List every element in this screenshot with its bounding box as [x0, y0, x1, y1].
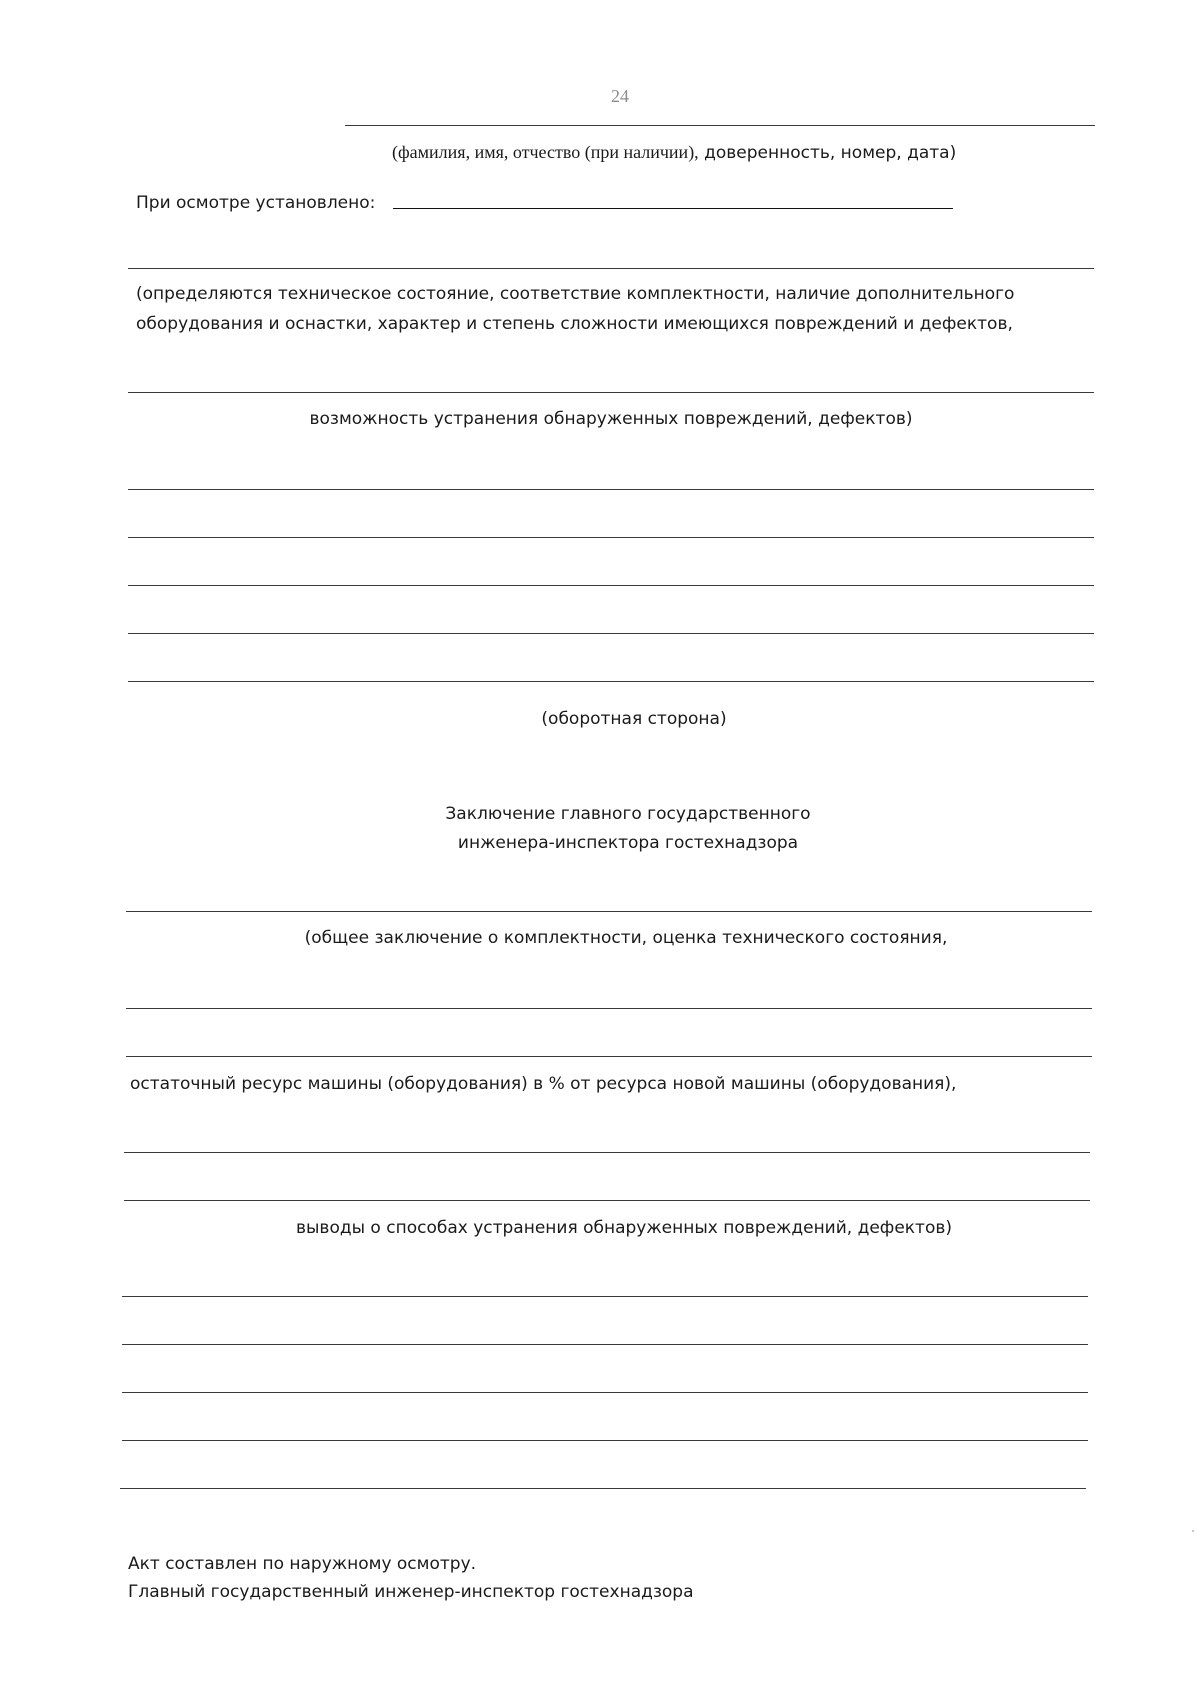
- conclusion-caption-line-3: выводы о способах устранения обнаруженных повреждений, дефектов): [295, 1218, 953, 1238]
- representative-caption: [392, 138, 956, 167]
- blank-line[interactable]: [124, 1200, 1090, 1201]
- blank-line[interactable]: [124, 1152, 1090, 1153]
- inspection-line-1[interactable]: [128, 268, 1094, 269]
- scan-speck: [1192, 1530, 1194, 1532]
- blank-line[interactable]: [126, 1008, 1092, 1009]
- inspection-caption-line-1: (определяются техническое состояние, соответствие комплектности, наличие дополнительного: [136, 284, 1015, 304]
- reverse-side-label: (оборотная сторона): [541, 709, 727, 729]
- blank-line[interactable]: [122, 1296, 1088, 1297]
- blank-line[interactable]: [128, 681, 1094, 682]
- inspection-caption-line-3: возможность устранения обнаруженных повреждений, дефектов): [309, 409, 913, 429]
- blank-line[interactable]: [126, 1056, 1092, 1057]
- blank-line[interactable]: [122, 1392, 1088, 1393]
- blank-line[interactable]: [120, 1488, 1086, 1489]
- blank-line[interactable]: [122, 1344, 1088, 1345]
- page-number: 24: [611, 86, 629, 106]
- blank-line[interactable]: [128, 489, 1094, 490]
- representative-caption-serif: (фамилия, имя, отчество (при наличии),: [392, 142, 699, 162]
- conclusion-line-1[interactable]: [126, 911, 1092, 912]
- conclusion-caption-line-1: (общее заключение о комплектности, оценка технического состояния,: [304, 928, 948, 948]
- footer-line-2: Главный государственный инженер-инспектор гостехнадзора: [128, 1582, 694, 1602]
- inspection-label: При осмотре установлено:: [136, 193, 376, 213]
- conclusion-heading-line-1: Заключение главного государственного: [445, 804, 811, 824]
- blank-line[interactable]: [128, 537, 1094, 538]
- blank-line[interactable]: [128, 585, 1094, 586]
- conclusion-heading-line-2: инженера-инспектора гостехнадзора: [457, 833, 799, 853]
- blank-line[interactable]: [122, 1440, 1088, 1441]
- representative-caption-tail: доверенность, номер, дата): [704, 143, 957, 163]
- inspection-caption-line-2: оборудования и оснастки, характер и степень сложности имеющихся повреждений и дефектов,: [136, 314, 1013, 334]
- blank-line[interactable]: [128, 633, 1094, 634]
- representative-line[interactable]: [345, 125, 1095, 126]
- inspection-field-line[interactable]: [393, 208, 953, 209]
- conclusion-caption-line-2: остаточный ресурс машины (оборудования) в % от ресурса новой машины (оборудования),: [130, 1074, 957, 1094]
- inspection-line-2[interactable]: [128, 392, 1094, 393]
- footer-line-1: Акт составлен по наружному осмотру.: [128, 1554, 477, 1574]
